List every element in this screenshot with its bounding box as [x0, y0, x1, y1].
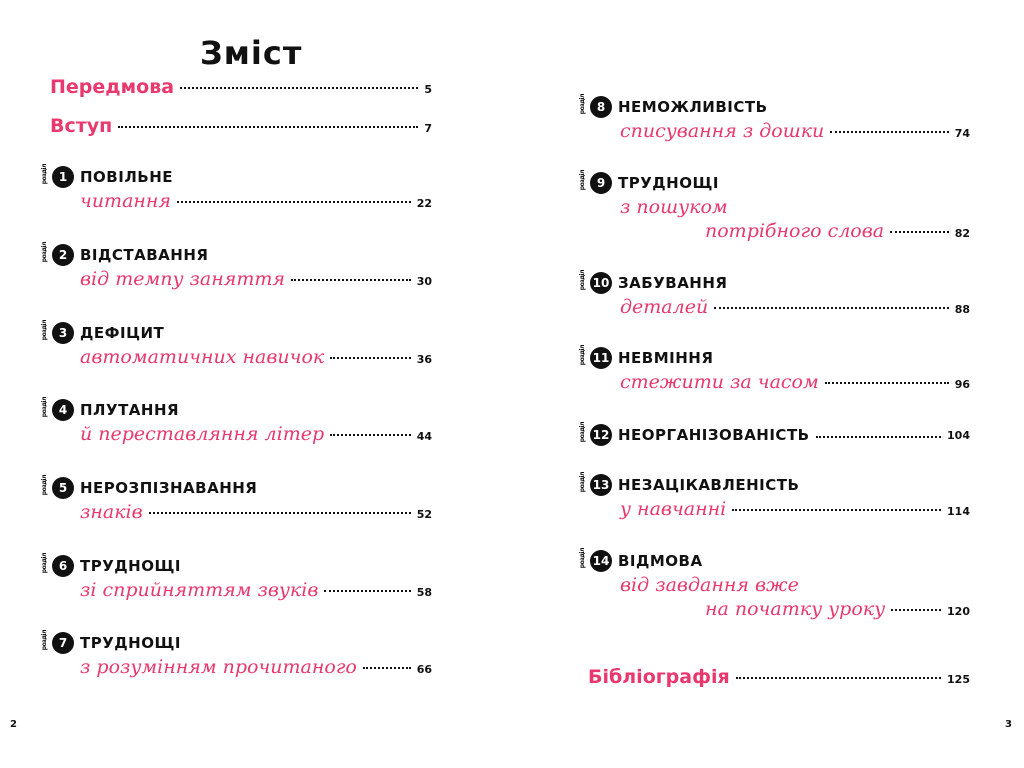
chapter-page: 36: [416, 353, 432, 366]
dot-leader: [330, 434, 411, 436]
chapter-page: 44: [416, 430, 432, 443]
page-number-left: 2: [10, 719, 17, 730]
chapter-heading-row: [579, 94, 970, 120]
dot-leader: [180, 87, 418, 89]
chapter-page: 88: [954, 303, 970, 316]
chapter-heading-row: [579, 548, 970, 574]
chapter-page: 104: [947, 428, 970, 442]
chapter-number-badge: 10: [590, 272, 612, 294]
chapter-number-badge: 1: [52, 166, 74, 188]
chapter-heading: ДЕФІЦИТ: [80, 324, 165, 342]
chapter-page: 120: [947, 605, 970, 618]
chapter-entry[interactable]: [41, 164, 432, 214]
chapter-page: 114: [947, 505, 970, 518]
chapter-heading-row: [579, 472, 970, 498]
chapter-number-badge: 11: [590, 347, 612, 369]
chapter-word-vertical: розділ: [579, 170, 586, 191]
chapter-subtitle: знаків: [80, 501, 143, 523]
chapter-subtitle-row: [52, 190, 432, 214]
chapter-number-badge: 6: [52, 555, 74, 577]
dot-leader: [891, 609, 941, 611]
chapter-heading-row: [41, 630, 432, 656]
chapter-subtitle-row: [590, 598, 970, 622]
chapter-number-badge: 14: [590, 550, 612, 572]
chapter-subtitle-row: [590, 574, 970, 598]
chapter-page: 82: [954, 227, 970, 240]
chapter-heading: ВІДСТАВАННЯ: [80, 246, 209, 264]
chapter-number-badge: 2: [52, 244, 74, 266]
chapter-word-vertical: розділ: [41, 553, 48, 574]
contents-title: Зміст: [200, 34, 303, 72]
front-entry-label: Вступ: [50, 115, 113, 137]
chapter-heading-row: [579, 345, 970, 371]
chapter-word-vertical: розділ: [41, 320, 48, 341]
right-page: [512, 0, 1024, 768]
chapter-subtitle-row: [590, 498, 970, 522]
chapter-number-badge: 8: [590, 96, 612, 118]
chapter-page: 52: [416, 508, 432, 521]
chapter-entry[interactable]: [41, 397, 432, 447]
chapter-word-vertical: розділ: [41, 630, 48, 651]
chapter-heading-row: [579, 270, 970, 296]
chapter-subtitle-row: [590, 296, 970, 320]
chapter-number-badge: 5: [52, 477, 74, 499]
chapter-number-badge: 3: [52, 322, 74, 344]
chapter-subtitle-row: [52, 268, 432, 292]
chapter-entry[interactable]: [41, 242, 432, 292]
chapter-number-badge: 13: [590, 474, 612, 496]
dot-leader: [714, 307, 948, 309]
chapter-entry[interactable]: [579, 94, 970, 144]
page-number-right: 3: [1005, 719, 1012, 730]
chapter-subtitle-row: [590, 220, 970, 244]
chapter-heading-row: [41, 553, 432, 579]
front-entry-label: Передмова: [50, 76, 175, 98]
chapter-subtitle: з розумінням прочитаного: [80, 656, 357, 678]
dot-leader: [363, 667, 411, 669]
chapter-page: 22: [416, 197, 432, 210]
dot-leader: [825, 382, 949, 384]
chapter-heading-row: [41, 164, 432, 190]
chapter-subtitle-line-2: на початку уроку: [705, 598, 886, 620]
dot-leader: [149, 512, 411, 514]
chapter-subtitle: автоматичних навичок: [80, 346, 325, 368]
chapter-word-vertical: розділ: [579, 472, 586, 493]
chapter-subtitle-row: [52, 501, 432, 525]
chapter-subtitle: від темпу заняття: [80, 268, 285, 290]
front-entry-introduction[interactable]: [50, 115, 432, 137]
chapter-subtitle: від завдання вже: [620, 574, 799, 596]
chapter-heading: ТРУДНОЩІ: [618, 174, 719, 192]
back-entry-bibliography[interactable]: [588, 666, 970, 688]
chapter-subtitle-row: [590, 120, 970, 144]
front-entry-page: 5: [424, 83, 432, 96]
chapter-subtitle-row: [590, 371, 970, 395]
chapter-subtitle-row: [52, 423, 432, 447]
dot-leader: [291, 279, 411, 281]
chapter-word-vertical: розділ: [579, 270, 586, 291]
chapter-heading: ТРУДНОЩІ: [80, 557, 181, 575]
chapter-entry[interactable]: [579, 422, 970, 448]
dot-leader: [816, 436, 941, 438]
chapter-page: 58: [416, 586, 432, 599]
chapter-subtitle: у навчанні: [620, 498, 727, 520]
chapter-subtitle: стежити за часом: [620, 371, 819, 393]
chapter-heading-row: [41, 242, 432, 268]
chapter-subtitle: деталей: [620, 296, 709, 318]
chapter-subtitle-row: [52, 346, 432, 370]
chapter-heading: ВІДМОВА: [618, 552, 703, 570]
chapter-subtitle-row: [52, 579, 432, 603]
chapter-entry[interactable]: [579, 270, 970, 320]
chapter-heading: НЕЗАЦІКАВЛЕНІСТЬ: [618, 476, 800, 494]
chapter-page: 66: [416, 663, 432, 676]
chapter-word-vertical: розділ: [41, 397, 48, 418]
front-entry-page: 7: [424, 122, 432, 135]
chapter-heading: ПОВІЛЬНЕ: [80, 168, 174, 186]
chapter-heading: ЗАБУВАННЯ: [618, 274, 728, 292]
chapter-subtitle: зі сприйняттям звуків: [80, 579, 319, 601]
chapter-page: 30: [416, 275, 432, 288]
chapter-word-vertical: розділ: [41, 475, 48, 496]
chapter-entry[interactable]: [41, 475, 432, 525]
chapter-number-badge: 4: [52, 399, 74, 421]
chapter-heading-row: [41, 397, 432, 423]
chapter-number-badge: 7: [52, 632, 74, 654]
chapter-word-vertical: розділ: [579, 422, 586, 443]
dot-leader: [118, 126, 418, 128]
dot-leader: [324, 590, 410, 592]
chapter-page: 96: [954, 378, 970, 391]
chapter-heading-row: [41, 475, 432, 501]
dot-leader: [330, 357, 410, 359]
chapter-heading: НЕОРГАНІЗОВАНІСТЬ: [618, 426, 810, 444]
chapter-subtitle: читання: [80, 190, 172, 212]
chapter-subtitle-line-2: потрібного слова: [705, 220, 885, 242]
chapter-subtitle: списування з дошки: [620, 120, 825, 142]
chapter-entry[interactable]: [579, 345, 970, 395]
dot-leader: [890, 231, 949, 233]
chapter-subtitle: з пошуком: [620, 196, 728, 218]
chapter-word-vertical: розділ: [579, 548, 586, 569]
chapter-entry[interactable]: [41, 320, 432, 370]
chapter-entry[interactable]: [579, 472, 970, 522]
dot-leader: [736, 677, 941, 679]
chapter-word-vertical: розділ: [41, 242, 48, 263]
chapter-number-badge: 12: [590, 424, 612, 446]
chapter-heading: НЕМОЖЛИВІСТЬ: [618, 98, 768, 116]
chapter-subtitle-row: [52, 656, 432, 680]
chapter-heading-row: [41, 320, 432, 346]
chapter-heading-row: [579, 422, 970, 448]
chapter-entry[interactable]: [41, 553, 432, 603]
back-entry-page: 125: [947, 673, 970, 686]
front-entry-preface[interactable]: [50, 76, 432, 98]
chapter-entry[interactable]: [579, 548, 970, 622]
dot-leader: [830, 131, 948, 133]
chapter-entry[interactable]: [579, 170, 970, 244]
dot-leader: [732, 509, 941, 511]
chapter-entry[interactable]: [41, 630, 432, 680]
chapter-heading: НЕРОЗПІЗНАВАННЯ: [80, 479, 258, 497]
chapter-subtitle-row: [590, 196, 970, 220]
chapter-heading: ПЛУТАННЯ: [80, 401, 180, 419]
dot-leader: [177, 201, 411, 203]
chapter-page: 74: [954, 127, 970, 140]
chapter-heading: НЕВМІННЯ: [618, 349, 714, 367]
back-entry-label: Бібліографія: [588, 666, 730, 688]
chapter-heading-row: [579, 170, 970, 196]
chapter-word-vertical: розділ: [41, 164, 48, 185]
chapter-heading: ТРУДНОЩІ: [80, 634, 181, 652]
chapter-subtitle: й переставляння літер: [80, 423, 325, 445]
chapter-word-vertical: розділ: [579, 345, 586, 366]
chapter-word-vertical: розділ: [579, 94, 586, 115]
chapter-number-badge: 9: [590, 172, 612, 194]
